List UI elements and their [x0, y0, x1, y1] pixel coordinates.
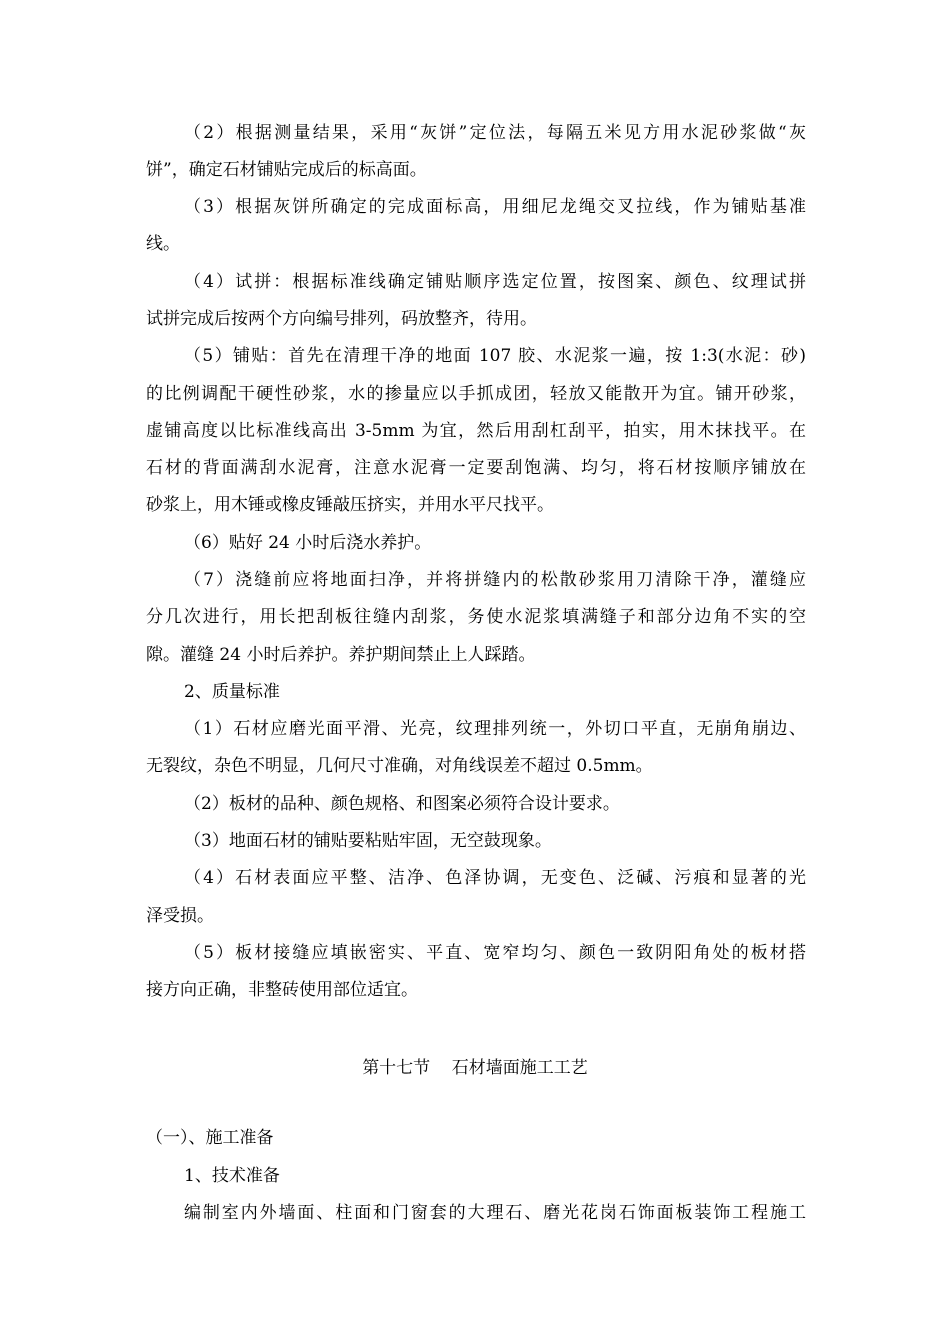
- technical-preparation-line-1: 编制室内外墙面、柱面和门窗套的大理石、磨光花岗石饰面板装饰工程施工: [184, 1203, 806, 1223]
- quality-item-5-line-1: （5）板材接缝应填嵌密实、平直、宽窄均匀、颜色一致阴阳角处的板材搭: [184, 943, 806, 963]
- paragraph-3-line-1: （3）根据灰饼所确定的完成面标高，用细尼龙绳交叉拉线，作为铺贴基准: [184, 197, 806, 217]
- quality-standard-heading: 2、质量标准: [184, 682, 280, 702]
- technical-preparation-heading: 1、技术准备: [184, 1166, 280, 1186]
- quality-item-1-line-2: 无裂纹，杂色不明显，几何尺寸准确，对角线误差不超过 0.5mm。: [146, 756, 653, 776]
- quality-item-4-line-2: 泽受损。: [146, 906, 214, 926]
- paragraph-5-line-2: 的比例调配干硬性砂浆，水的掺量应以手抓成团，轻放又能散开为宜。铺开砂浆，: [146, 384, 806, 404]
- paragraph-5-line-3: 虚铺高度以比标准线高出 3-5mm 为宜，然后用刮杠刮平，拍实，用木抹找平。在: [146, 421, 806, 441]
- paragraph-5-line-1: （5）铺贴：首先在清理干净的地面 107 胶、水泥浆一遍，按 1:3(水泥：砂): [184, 346, 806, 366]
- paragraph-4-line-1: （4）试拼：根据标准线确定铺贴顺序选定位置，按图案、颜色、纹理试拼: [184, 272, 806, 292]
- quality-item-4-line-1: （4）石材表面应平整、洁净、色泽协调，无变色、泛碱、污痕和显著的光: [184, 868, 806, 888]
- section-title: 第十七节 石材墙面施工工艺: [362, 1058, 588, 1078]
- paragraph-5-line-5: 砂浆上，用木锤或橡皮锤敲压挤实，并用水平尺找平。: [146, 495, 554, 515]
- paragraph-2-line-1: （2）根据测量结果，采用“灰饼”定位法，每隔五米见方用水泥砂浆做“灰: [184, 123, 806, 143]
- paragraph-7-line-2: 分几次进行，用长把刮板往缝内刮浆，务使水泥浆填满缝子和部分边角不实的空: [146, 607, 806, 627]
- paragraph-7-line-3: 隙。灌缝 24 小时后养护。养护期间禁止上人踩踏。: [146, 645, 536, 665]
- quality-item-2-line-1: （2）板材的品种、颜色规格、和图案必须符合设计要求。: [184, 794, 620, 814]
- quality-item-3-line-1: （3）地面石材的铺贴要粘贴牢固，无空鼓现象。: [184, 831, 552, 851]
- paragraph-7-line-1: （7）浇缝前应将地面扫净，并将拼缝内的松散砂浆用刀清除干净，灌缝应: [184, 570, 806, 590]
- paragraph-5-line-4: 石材的背面满刮水泥膏，注意水泥膏一定要刮饱满、均匀，将石材按顺序铺放在: [146, 458, 806, 478]
- paragraph-2-line-2: 饼”，确定石材铺贴完成后的标高面。: [146, 160, 427, 180]
- quality-item-1-line-1: （1）石材应磨光面平滑、光亮，纹理排列统一，外切口平直，无崩角崩边、: [184, 719, 806, 739]
- paragraph-6-line-1: （6）贴好 24 小时后浇水养护。: [184, 533, 432, 553]
- subsection-heading: （一）、施工准备: [146, 1128, 274, 1148]
- paragraph-4-line-2: 试拼完成后按两个方向编号排列，码放整齐，待用。: [146, 309, 537, 329]
- quality-item-5-line-2: 接方向正确，非整砖使用部位适宜。: [146, 980, 418, 1000]
- paragraph-3-line-2: 线。: [146, 234, 180, 254]
